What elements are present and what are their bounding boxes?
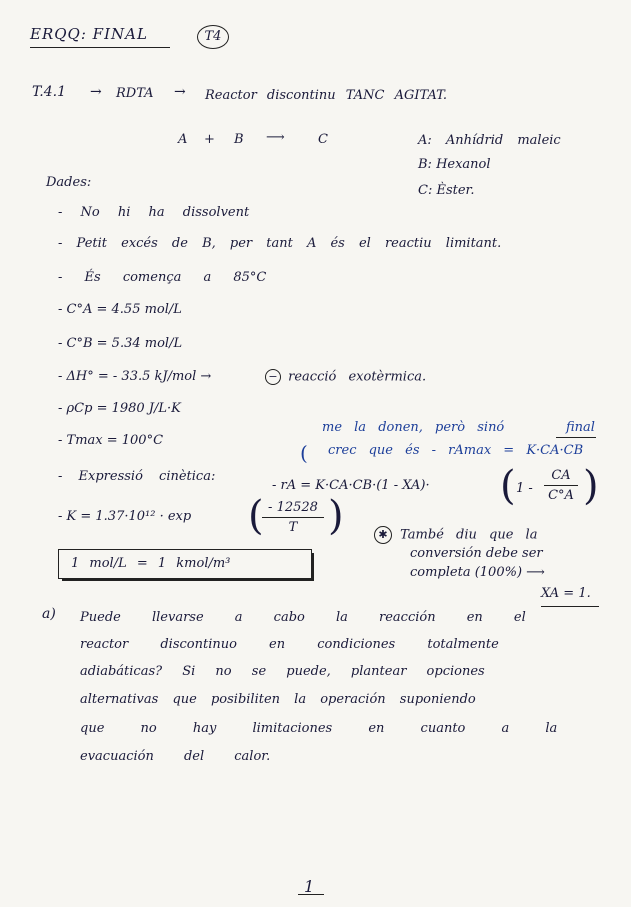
exp-fraction-num: - 12528 [268,500,318,515]
dada-entalpia: - ΔH° = - 33.5 kJ/mol → [58,369,212,384]
dada-cb0: - C°B = 5.34 mol/L [58,336,183,351]
topic-tag-label: T4 [204,29,222,44]
blue-note-line2: crec que és - rAmax = K·CA·CB [328,443,584,458]
exp-fraction-den: T [288,520,298,535]
rate-lhs: - rA = K·CA·CB·(1 - XA)· [272,478,430,493]
section-number: T.4.1 [32,84,66,100]
arrow-1: → [90,84,102,100]
rate-fraction [544,468,578,503]
question-label: a) [42,606,56,622]
xa-underline [541,606,599,607]
dada-exces: - Petit excés de B, per tant A és el reactiu limitant. [58,236,502,251]
reactant-b: B [234,132,244,147]
question-line-2: reactor discontinuo en condiciones totalmente [80,637,499,652]
dada-dissolvent: - No hi ha dissolvent [58,205,250,220]
reactant-a: A [178,132,188,147]
question-line-1: Puede llevarse a cabo la reacción en el [80,610,526,625]
question-line-3: adiabáticas? Si no se puede, plantear opciones [80,664,485,679]
star-note-line3: completa (100%) ⟶ [410,565,545,580]
minus-circle-icon: − [265,369,281,385]
product-c: C [318,132,328,147]
reaction-plus: + [204,132,215,147]
star-note-line2: conversión debe ser [410,546,543,561]
star-note-line4: XA = 1. [541,586,591,601]
reactor-description: Reactor discontinu TANC AGITAT. [205,88,448,103]
blue-note-final: final [566,420,595,435]
reaction-arrow: ⟶ [266,130,285,145]
legend-a: A: Anhídrid maleic [418,133,561,148]
exotermic-text: reacció exotèrmica. [288,369,427,385]
dada-rhocp: - ρCp = 1980 J/L·K [58,401,181,416]
unit-conversion-text: 1 mol/L = 1 kmol/m³ [71,556,231,571]
blue-hook: ( [300,441,308,465]
dada-k: - K = 1.37·10¹² · exp [58,509,192,524]
rate-paren-open: ( [500,463,516,509]
legend-b: B: Hexanol [418,157,491,172]
legend-c: C: Èster. [418,183,475,198]
star-note-line1 [374,526,537,544]
topic-tag [197,25,229,49]
exp-paren-close: ) [328,493,344,539]
rate-fraction-den: C°A [548,488,574,503]
question-line-6: evacuación del calor. [80,749,271,764]
star-note-text1: També diu que la [400,527,538,543]
final-underline [556,437,596,438]
star-icon: ✱ [374,526,392,544]
rate-one-minus: 1 - [516,481,533,496]
exp-paren-open: ( [248,493,264,539]
exp-fraction [262,500,324,535]
blue-note-line1: me la donen, però sinó [322,420,505,435]
arrow-2: → [174,84,186,100]
page-number-underline [298,894,324,895]
title-underline [30,47,170,48]
rate-paren-close: ) [583,463,599,509]
dada-temperatura: - És comença a 85°C [58,270,267,285]
dada-tmax: - Tmax = 100°C [58,433,164,448]
exotermic-note [262,369,426,385]
page-number: 1 [304,877,315,896]
dada-ca0: - C°A = 4.55 mol/L [58,302,182,317]
dades-label: Dades: [46,175,92,190]
unit-conversion-box [58,549,312,579]
page-title: ERQQ: FINAL [30,25,148,43]
rate-fraction-num: CA [551,468,571,483]
rdta-label: RDTA [116,86,154,101]
question-line-5: que no hay limitaciones en cuanto a la [80,721,558,736]
question-line-4: alternativas que posibiliten la operación suponiendo [80,692,476,707]
dada-expressio: - Expressió cinètica: [58,469,216,484]
